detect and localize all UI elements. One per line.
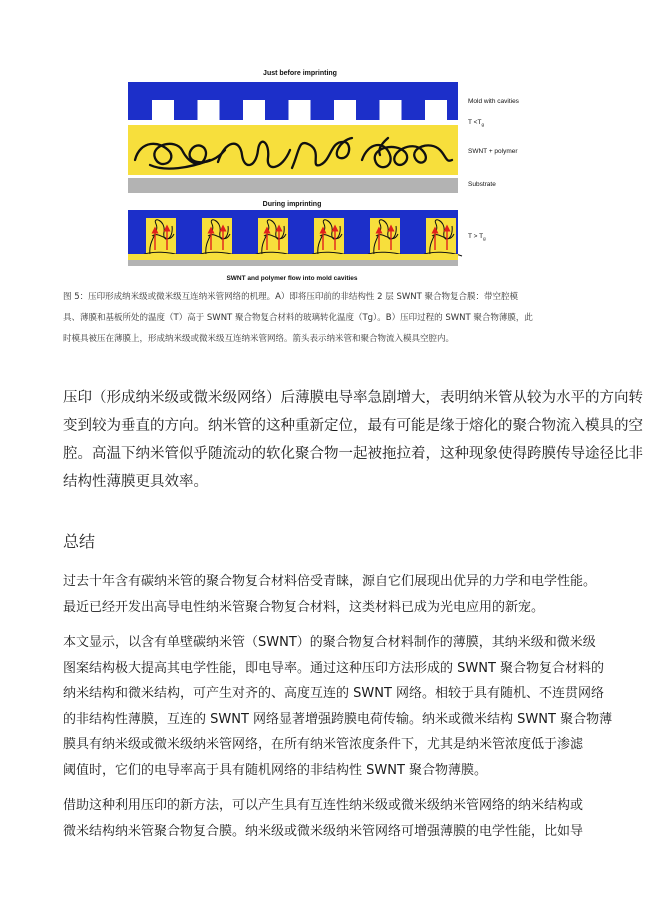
mold-cavity xyxy=(425,100,447,120)
text-line: 结构性薄膜更具效率。 xyxy=(63,474,208,490)
panel-b-caption: SWNT and polymer flow into mold cavities xyxy=(226,275,358,282)
paragraph-method xyxy=(63,793,591,844)
label-swnt-polymer: SWNT + polymer xyxy=(468,148,518,155)
text-line: 压印（形成纳米级或微米级网络）后薄膜电导率急剧增大，表明纳米管从较为水平的方向转 xyxy=(63,390,643,406)
section-heading-summary: 总结 xyxy=(63,532,96,551)
caption-line: 图 5：压印形成纳米级或微米级互连纳米管网络的机理。A）即将压印前的非结构性 2 层 SWNT 聚合物复合膜：带空腔模 xyxy=(63,292,518,302)
filled-cavity xyxy=(196,218,238,256)
filled-cavity xyxy=(252,218,294,256)
mold-cavity xyxy=(334,100,356,120)
panel-b-title: During imprinting xyxy=(262,201,322,208)
mold-with-cavities xyxy=(128,82,458,120)
label-substrate: Substrate xyxy=(468,181,496,188)
mold-cavity xyxy=(380,100,402,120)
paragraph-intro xyxy=(63,569,597,620)
text-line: 借助这种利用压印的新方法，可以产生具有互连性纳米级或微米级纳米管网络的纳米结构或 xyxy=(63,798,584,813)
text-line: 的非结构性薄膜，互连的 SWNT 网络显著增强跨膜电荷传输。纳米或微米结构 SWNT 聚合物薄 xyxy=(63,711,613,727)
mold-cavity xyxy=(289,100,311,120)
text-line: 过去十年含有碳纳米管的聚合物复合材料倍受青睐，源自它们展现出优异的力学和电学性能。 xyxy=(63,574,597,589)
text-line: 微米结构纳米管聚合物复合膜。纳米级或微米级纳米管网络可增强薄膜的电学性能，比如导 xyxy=(63,823,584,839)
substrate-layer xyxy=(128,178,458,193)
text-line: 膜具有纳米级或微米级纳米管网络，在所有纳米管浓度条件下，尤其是纳米管浓度低于渗滤 xyxy=(63,737,584,752)
text-line: 阈值时，它们的电导率高于具有随机网络的非结构性 SWNT 聚合物薄膜。 xyxy=(63,762,488,778)
residual-polymer-layer xyxy=(128,254,458,260)
text-line: 图案结构极大提高其电学性能，即电导率。通过这种压印方法形成的 SWNT 聚合物复合材料的 xyxy=(63,660,605,676)
text-line: 本文显示，以含有单壁碳纳米管（SWNT）的聚合物复合材料制作的薄膜，其纳米级和微米级 xyxy=(63,635,596,650)
label-temp-low: $T <T_g$ xyxy=(468,119,484,127)
filled-cavity xyxy=(420,218,462,256)
paragraph-conductivity xyxy=(63,384,643,496)
mold-cavity xyxy=(198,100,220,120)
mold-cavity xyxy=(152,100,174,120)
paragraph-findings xyxy=(63,630,613,783)
text-line: 最近已经开发出高导电性纳米管聚合物复合材料，这类材料已成为光电应用的新宠。 xyxy=(63,599,545,615)
text-line: 腔。高温下纳米管似乎随流动的软化聚合物一起被拖拉着，这种现象使得跨膜传导途径比非 xyxy=(63,446,643,462)
text-line: 变到较为垂直的方向。纳米管的这种重新定位，最有可能是缘于熔化的聚合物流入模具的空 xyxy=(63,418,643,434)
figure-caption xyxy=(63,292,603,355)
text-line: 纳米结构和微米结构，可产生对齐的、高度互连的 SWNT 网络。相较于具有随机、不连贯网络 xyxy=(63,686,605,701)
filled-cavity xyxy=(140,218,182,256)
imprinting-mechanism-figure xyxy=(0,0,650,290)
label-mold: Mold with cavities xyxy=(468,98,519,105)
mold-pressed xyxy=(128,210,458,260)
caption-line: 具、薄膜和基板所处的温度（T）高于 SWNT 聚合物复合材料的玻璃转化温度（Tg）。B）压印过程的 SWNT 聚合物薄膜，此 xyxy=(63,313,533,323)
filled-cavity xyxy=(308,218,350,256)
caption-line: 时模具被压在薄膜上，形成纳米级或微米级互连纳米管网络。箭头表示纳米管和聚合物流入模具空腔内。 xyxy=(63,334,455,344)
label-temp-high: $T > T_g$ xyxy=(468,233,486,241)
panel-a-title: Just before imprinting xyxy=(263,70,337,77)
mold-cavity xyxy=(243,100,265,120)
filled-cavity xyxy=(364,218,406,256)
substrate-layer-b xyxy=(128,260,458,266)
